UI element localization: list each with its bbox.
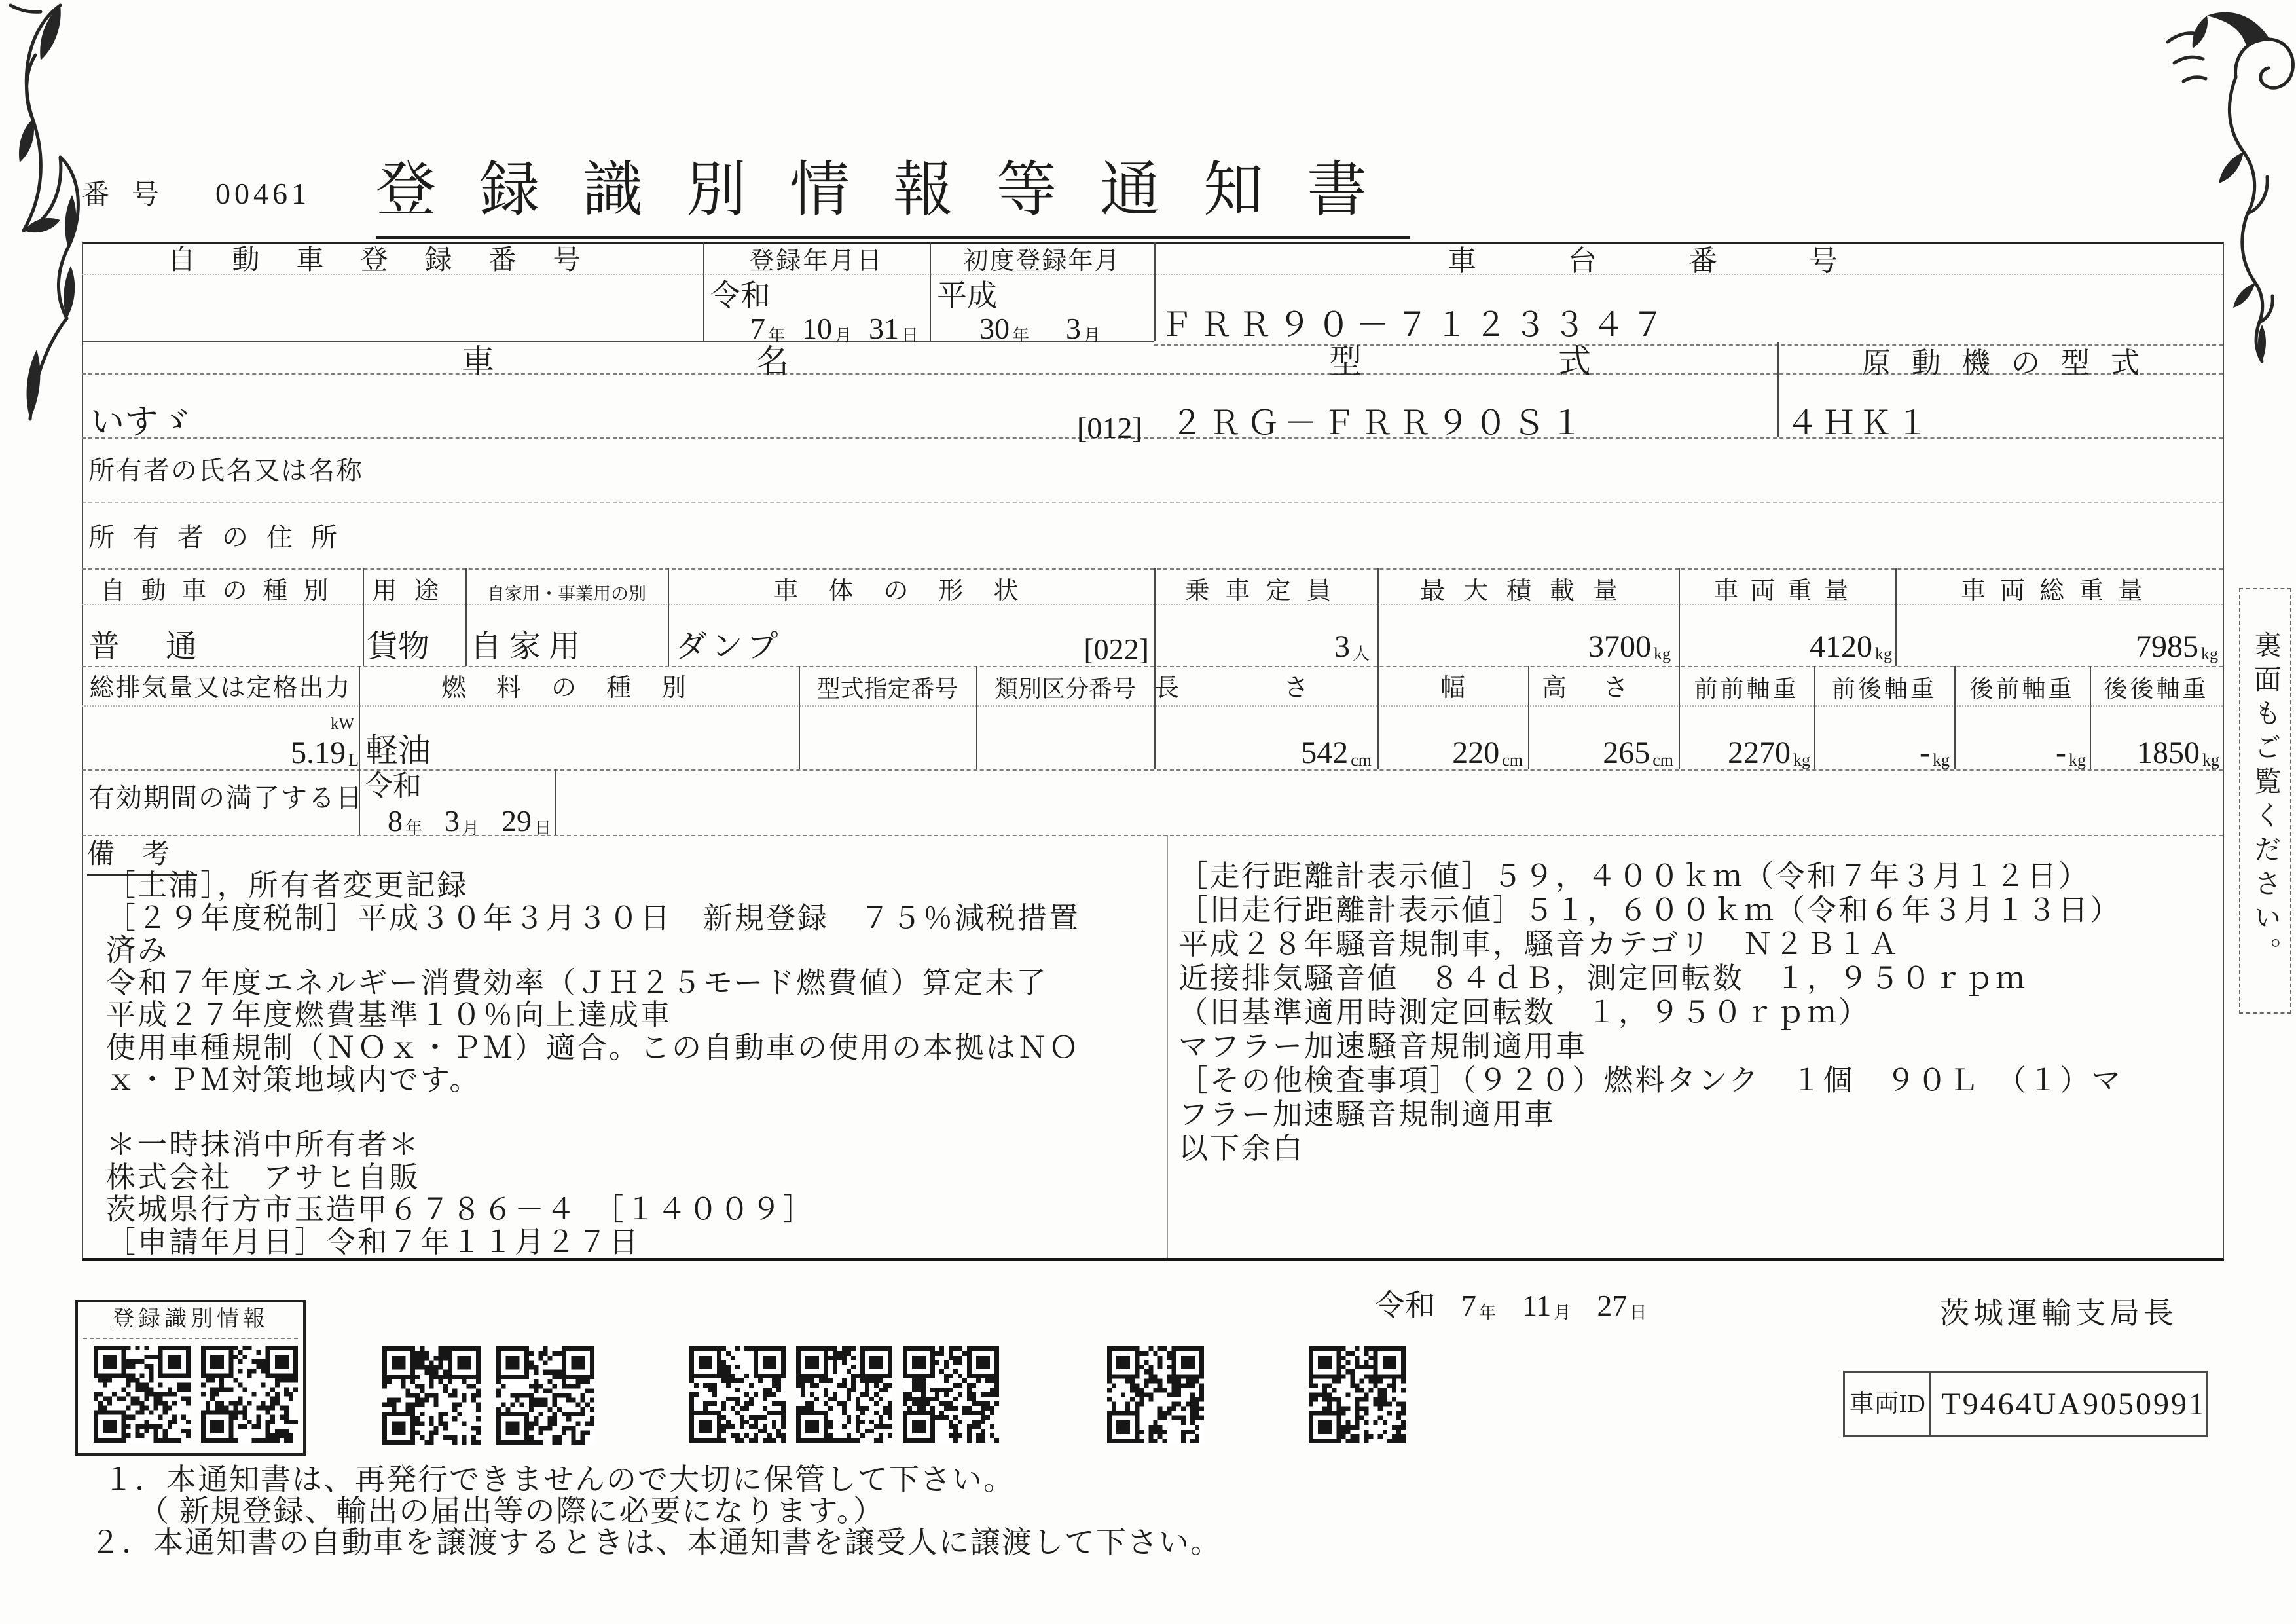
body-shape-value: ダンプ: [676, 629, 782, 664]
qr-group: [94, 1346, 298, 1443]
qr-code: [496, 1346, 594, 1445]
rule: [1167, 835, 1168, 1258]
rule: [82, 502, 2223, 503]
body-shape-code: [022]: [1084, 633, 1149, 666]
text-line: 株式会社 アサヒ自販: [106, 1160, 421, 1194]
issue-date: 令和 7 年 11 月 27 日: [1375, 1289, 1647, 1322]
model-value: ２ＲＧ－ＦＲＲ９０Ｓ１: [1171, 405, 1588, 441]
text-line: ［土浦］，所有者変更記録: [106, 869, 469, 902]
rear-rear-axle-label: 後後軸重: [2104, 676, 2209, 702]
class-number-label: 類別区分番号: [994, 676, 1136, 702]
owner-address-label: 所有者の住所: [88, 523, 355, 552]
owner-name-label: 所有者の氏名又は名称: [88, 456, 363, 485]
validity-label: 有効期間の満了する日: [88, 783, 363, 813]
qr-group: [1107, 1346, 1204, 1443]
table-border-right: [2223, 242, 2224, 1259]
height-value: 265 cm: [1603, 735, 1673, 770]
table-border-left: [82, 242, 83, 1259]
remarks-left-column: [106, 870, 1080, 1259]
doc-number-value: 00461: [215, 177, 310, 210]
qr-box-label: 登録識別情報: [112, 1307, 269, 1331]
use-label: 用途: [372, 578, 456, 605]
fuel-label: 燃料の種別: [441, 674, 716, 702]
vehicle-id-box: [1843, 1371, 2208, 1437]
front-rear-axle-label: 前後軸重: [1831, 676, 1937, 702]
text-line: 茨城県行方市玉造甲６７８６－４ ［１４００９］: [106, 1193, 814, 1226]
qr-code: [94, 1346, 191, 1443]
reg-date-label: 登録年月日: [749, 248, 884, 275]
reg-number-label: 自動車登録番号: [168, 246, 617, 276]
remarks-right-column: [1178, 859, 2123, 1166]
height-label: 高さ: [1541, 674, 1665, 702]
width-label: 幅: [1440, 674, 1465, 702]
chassis-number-value: ＦＲＲ９０－７１２３３４７: [1160, 306, 1671, 343]
front-front-axle-label: 前前軸重: [1694, 676, 1799, 702]
qr-group: [1309, 1346, 1406, 1443]
rule: [555, 769, 556, 835]
body-shape-label: 車体の形状: [773, 578, 1049, 605]
length-label: 長さ: [1154, 674, 1414, 702]
rule: [82, 705, 2223, 707]
registration-id-qr-box: [75, 1300, 306, 1456]
rule: [82, 568, 2223, 570]
width-value: 220 cm: [1452, 735, 1523, 770]
text-line: ［旧走行距離計表示値］５１，６００ｋｍ（令和６年３月１３日）: [1178, 894, 2122, 927]
footer-note-2: ２．本通知書の自動車を譲渡するときは、本通知書を譲受人に譲渡して下さい。: [90, 1526, 1222, 1559]
model-label: 型式: [1329, 343, 1787, 380]
footer-note-1: １．本通知書は、再発行できませんので大切に保管して下さい。: [103, 1463, 1015, 1496]
vehicle-id-value: T9464UA9050991: [1941, 1386, 2206, 1422]
text-line: 使用車種規制（ＮＯｘ・ＰＭ）適合。この自動車の使用の本拠はＮＯ: [106, 1031, 1081, 1064]
qr-group: [689, 1346, 999, 1443]
text-line: ＊一時抹消中所有者＊: [106, 1128, 421, 1161]
vehicle-kind-label: 自動車の種別: [100, 578, 344, 605]
gross-weight-label: 車両総重量: [1960, 578, 2157, 605]
length-value: 542 cm: [1301, 735, 1372, 770]
first-reg-era: 平成: [937, 279, 997, 312]
type-designation-label: 型式指定番号: [816, 676, 958, 702]
text-line: ｘ・ＰＭ対策地域内です。: [106, 1063, 481, 1096]
text-line: （旧基準適用時測定回転数 １，９５０ｒｐｍ）: [1178, 996, 1870, 1029]
use-value: 貨物: [367, 629, 430, 664]
reverse-side-note-box: [2239, 588, 2291, 1014]
page-title: 登録識別情報等通知書: [376, 156, 1410, 239]
engine-model-label: 原動機の型式: [1862, 347, 2160, 379]
rear-front-axle-label: 後前軸重: [1969, 676, 2075, 702]
max-load-value: 3700 kg: [1588, 629, 1671, 664]
text-line: 平成２８年騒音規制車，騒音カテゴリ Ｎ２Ｂ１Ａ: [1178, 928, 1901, 961]
reverse-side-note: 裏面もご覧ください。: [2250, 631, 2280, 971]
qr-group: [382, 1346, 594, 1445]
qr-code: [689, 1346, 786, 1443]
displacement-value: 5.19 L: [291, 735, 359, 770]
model-code-prefix: [012]: [1077, 411, 1142, 445]
text-line: [106, 1097, 1080, 1130]
text-line: ［申請年月日］令和７年１１月２７日: [106, 1225, 641, 1259]
qr-code: [796, 1346, 892, 1443]
text-line: フラー加速騒音規制適用車: [1178, 1098, 1556, 1131]
text-line: 平成２７年度燃費基準１０％向上達成車: [106, 999, 672, 1031]
rear-rear-axle-value: 1850 kg: [2137, 735, 2219, 770]
rule: [465, 568, 467, 666]
rule: [82, 666, 2223, 667]
private-business-label: 自家用・事業用の別: [487, 584, 646, 604]
corner-ornament-left-icon: [4, 0, 115, 432]
vehicle-kind-value: 普通: [88, 629, 244, 664]
first-reg-value: 30 年 3 月: [979, 312, 1101, 345]
issuer-name: 茨城運輸支局長: [1939, 1297, 2178, 1330]
vehicle-weight-value: 4120 kg: [1810, 629, 1892, 664]
rule: [83, 1338, 298, 1339]
chassis-number-label: 車台番号: [1448, 245, 1929, 277]
capacity-label: 乗車定員: [1184, 578, 1347, 605]
front-rear-axle-value: - kg: [1920, 735, 1950, 770]
qr-code: [1107, 1346, 1204, 1443]
validity-era: 令和: [364, 770, 422, 802]
text-line: 令和７年度エネルギー消費効率（ＪＨ２５モード燃費値）算定未了: [106, 966, 1048, 999]
qr-code: [201, 1346, 298, 1443]
vehicle-weight-label: 車両重量: [1713, 578, 1861, 605]
car-name-label: 車名: [462, 343, 1051, 380]
vehicle-id-label: 車両ID: [1845, 1373, 1931, 1435]
displacement-label: 総排気量又は定格出力: [89, 674, 352, 702]
corner-ornament-right-icon: [2165, 0, 2296, 367]
gross-weight-value: 7985 kg: [2136, 629, 2218, 664]
maker-value: いすゞ: [90, 404, 193, 441]
text-line: ［２９年度税制］平成３０年３月３０日 新規登録 ７５％減税措置: [106, 901, 1081, 934]
validity-date: 8 年 3 月 29 日: [388, 804, 552, 838]
reg-date-era: 令和: [710, 279, 771, 312]
rear-front-axle-value: - kg: [2056, 735, 2086, 770]
qr-code: [903, 1346, 999, 1443]
footer-note-1b: （ 新規登録、輸出の届出等の際に必要になります。）: [139, 1494, 884, 1528]
first-reg-label: 初度登録年月: [963, 248, 1121, 275]
max-load-label: 最大積載量: [1419, 578, 1636, 605]
private-business-value: 自家用: [470, 629, 589, 664]
front-front-axle-value: 2270 kg: [1728, 735, 1810, 770]
text-line: ［その他検査事項］（９２０）燃料タンク １個 ９０Ｌ （１）マ: [1178, 1064, 2123, 1097]
text-line: マフラー加速騒音規制適用車: [1178, 1030, 1588, 1063]
text-line: ［走行距離計表示値］５９，４００ｋｍ（令和７年３月１２日）: [1178, 860, 2090, 893]
capacity-value: 3 人: [1334, 629, 1370, 664]
reg-date-value: 7 年 10 月 31 日: [750, 312, 919, 345]
remarks-label: 備考: [87, 839, 197, 876]
fuel-value: 軽油: [365, 732, 431, 769]
table-border-top: [82, 242, 2224, 244]
qr-code: [382, 1346, 481, 1445]
kw-unit-mark: kW: [331, 715, 355, 733]
text-line: 近接排気騒音値 ８４ｄＢ，測定回転数 １，９５０ｒｐｍ: [1178, 962, 2028, 995]
qr-code: [1309, 1346, 1406, 1443]
text-line: 以下余白: [1178, 1132, 1305, 1165]
engine-model-value: ４ＨＫ１: [1786, 405, 1933, 441]
text-line: 済み: [106, 934, 170, 967]
doc-number-label: 番号: [82, 180, 182, 210]
